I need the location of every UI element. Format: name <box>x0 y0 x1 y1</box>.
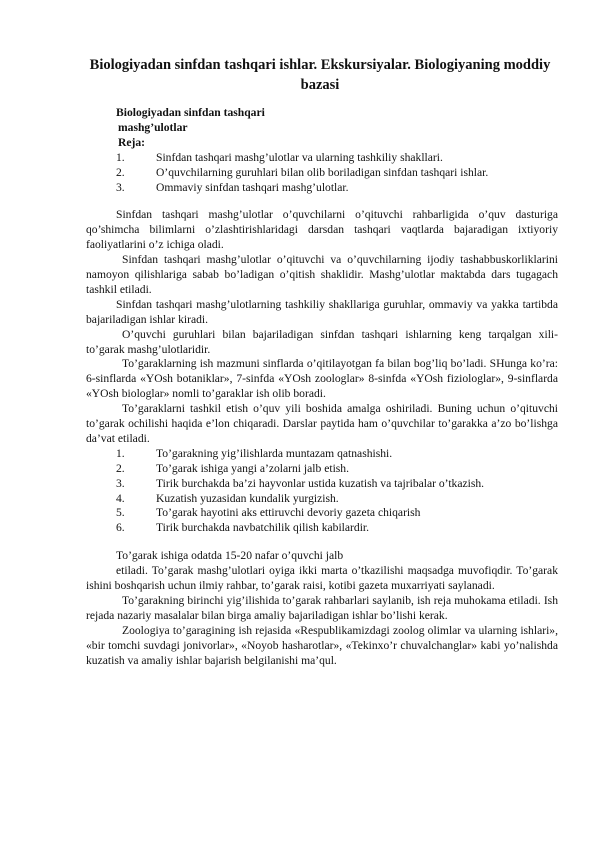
plan-item-text: Ommaviy sinfdan tashqari mashg’ulotlar. <box>156 180 349 194</box>
paragraph: Sinfdan tashqari mashg’ulotlar o’quvchilarni o’qituvchi rahbarligida o’quv dasturiga qo’shimcha bilimlarni o’zlashtirishlaridagi darsdan tashqari vaqtlarda bajaradigan ixtiyoriy faoliyatlarini o’z ichiga oladi. <box>86 208 558 252</box>
spacer <box>86 195 558 208</box>
list-item-number: 3. <box>116 476 125 490</box>
paragraph: Sinfdan tashqari mashg’ulotlarning tashkiliy shakllariga guruhlar, ommaviy va yakka tartibda bajariladigan ishlar kiradi. <box>86 297 558 326</box>
list-item <box>86 492 558 507</box>
plan-item-number: 2. <box>116 165 125 179</box>
list-item-text: To’garakning yig’ilishlarda muntazam qatnashishi. <box>156 446 393 460</box>
plan-item-text: Sinfdan tashqari mashg’ulotlar va ularning tashkiliy shakllari. <box>156 150 443 164</box>
page-title: Biologiyadan sinfdan tashqari ishlar. Ekskursiyalar. Biologiyaning moddiy bazasi <box>89 57 551 93</box>
list-item <box>86 521 558 536</box>
list-item-number: 1. <box>116 446 125 460</box>
paragraph: To’garakning birinchi yig’ilishida to’garak rahbarlari saylanib, ish reja muhokama etiladi. Ish rejada nazariy masalalar bilan birga amaliy bajariladigan ishlar bo’lishi kerak. <box>86 593 558 622</box>
plan-list <box>86 151 558 196</box>
paragraph: Sinfdan tashqari mashg’ulotlar o’qituvchi va o’quvchilarning ijodiy tashabbuskorliklarini namoyon qilishlariga sabab bo’ladigan o’qitish shaklidir. Mashg’ulotlar maktabda dars tugagach tashkil etiladi. <box>86 253 558 296</box>
plan-item-number: 3. <box>116 180 125 194</box>
list-item-number: 6. <box>116 521 125 535</box>
document-body <box>86 106 558 668</box>
list-item-text: Tirik burchakda ba’zi hayvonlar ustida kuzatish va tajribalar o’tkazish. <box>156 476 485 490</box>
list-item <box>86 447 558 462</box>
plan-item <box>86 181 558 196</box>
plan-item <box>86 151 558 166</box>
paragraph: To’garaklarning ish mazmuni sinflarda o’qitilayotgan fa bilan bog’liq bo’ladi. SHunga ko’ra: 6-sinflarda «YOsh botaniklar», 7-sinfda «YOsh zoologlar» 8-sinfda «YOsh fiziologlar», 9-sinflarda «YOsh biologlar» nomli to’garaklar ish olib boradi. <box>86 357 558 401</box>
section-heading: Biologiyadan sinfdan tashqari <box>116 106 265 119</box>
paragraph: etiladi. To’garak mashg’ulotlari oyiga ikki marta o’tkazilishi maqsadga muvofiqdir. To’garak ishini boshqarish uchun ilmiy rahbar, to’garak raisi, kotibi gazeta muxarriyati saylanadi. <box>86 564 558 593</box>
paragraph: O’quvchi guruhlari bilan bajariladigan sinfdan tashqari ishlarning keng tarqalgan xili-to’garak mashg’ulotlaridir. <box>86 327 558 356</box>
list-item <box>86 477 558 492</box>
plan-heading: Reja: <box>118 135 146 149</box>
list-item-number: 4. <box>116 491 125 505</box>
section-heading-continued: mashg’ulotlar <box>118 120 188 134</box>
club-duties-list <box>86 447 558 536</box>
plan-item <box>86 166 558 181</box>
paragraph-first-line: To’garak ishiga odatda 15-20 nafar o’quvchi jalb <box>116 549 344 563</box>
list-item-number: 5. <box>116 506 125 520</box>
list-item-text: To’garak ishiga yangi a’zolarni jalb etish. <box>156 461 349 475</box>
paragraph: Zoologiya to’garagining ish rejasida «Respublikamizdagi zoolog olimlar va ularning ishlari», «bir tomchi suvdagi jonivorlar», «Noyob hasharotlar», «Tekinxo’r chuvalchanglar» kabi yo’nalishda kuzatish va amaliy ishlar bajarish belgilanishi ma’qul. <box>86 623 558 667</box>
plan-item-text: O’quvchilarning guruhlari bilan olib boriladigan sinfdan tashqari ishlar. <box>156 165 489 179</box>
list-item-number: 2. <box>116 461 125 475</box>
paragraph: To’garaklarni tashkil etish o’quv yili boshida amalga oshiriladi. Buning uchun o’qituvchi to’garak ochilishi haqida e’lon chiqaradi. Darslar paytida ham o’quvchilar to’garakka a’zo bo’lishga da’vat etiladi. <box>86 402 558 445</box>
plan-item-number: 1. <box>116 150 125 164</box>
list-item <box>86 462 558 477</box>
list-item-text: Tirik burchakda navbatchilik qilish kabilardir. <box>156 521 370 535</box>
list-item <box>86 506 558 521</box>
spacer <box>86 536 558 549</box>
list-item-text: Kuzatish yuzasidan kundalik yurgizish. <box>156 491 339 505</box>
list-item-text: To’garak hayotini aks ettiruvchi devoriy gazeta chiqarish <box>156 506 421 520</box>
